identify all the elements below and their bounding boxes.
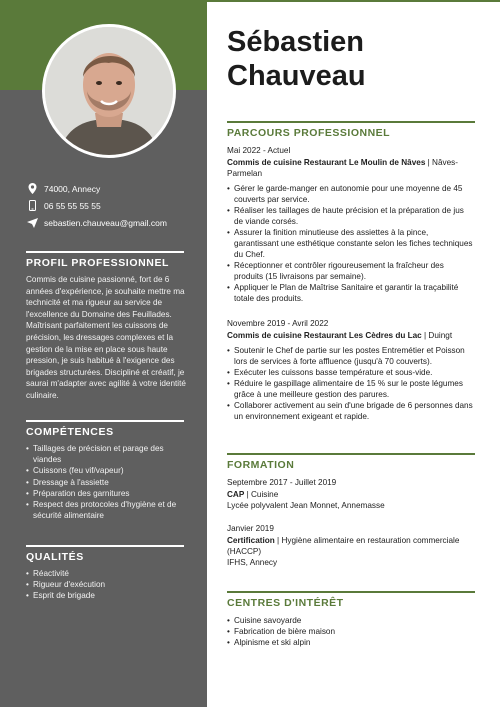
experience-divider (227, 121, 475, 123)
candidate-name (227, 25, 366, 93)
sidebar (0, 0, 207, 707)
interests-section (227, 591, 475, 648)
email-text: sebastien.chauveau@gmail.com (44, 217, 167, 228)
job-tasks (227, 345, 475, 422)
experience-title: PARCOURS PROFESSIONNEL (227, 127, 391, 139)
list-item: • Dressage à l'assiette (26, 477, 186, 488)
education-date: Septembre 2017 - Juillet 2019 (227, 478, 337, 487)
education-school: Lycée polyvalent Jean Monnet, Annemasse (227, 501, 385, 510)
profile-photo (42, 24, 176, 158)
list-item: • Taillages de précision et parage des viandes (26, 443, 186, 465)
profile-section (26, 251, 186, 402)
first-name: Sébastien (227, 26, 364, 58)
phone-icon (26, 200, 38, 212)
qualities-title: QUALITÉS (26, 551, 84, 563)
list-item: • Soutenir le Chef de partie sur les postes Entremétier et Poisson lors de services à forte affluence (jusqu'à 70 couverts). (227, 345, 475, 367)
education-degree: Certification (227, 536, 275, 545)
job-place: | Duingt (421, 331, 453, 340)
contact-email (26, 214, 196, 231)
skills-list (26, 443, 186, 521)
phone-text: 06 55 55 55 55 (44, 200, 101, 211)
job-role: Commis de cuisine Restaurant Les Cèdres du Lac (227, 331, 422, 340)
list-item: • Exécuter les cuissons basse température et sous-vide. (227, 367, 475, 378)
education-divider (227, 453, 475, 455)
interests-title: CENTRES D'INTÉRÊT (227, 597, 344, 609)
list-item: • Préparation des garnitures (26, 488, 186, 499)
list-item: • Fabrication de bière maison (227, 626, 475, 637)
job-place: | Nâves-Parmelan (227, 158, 458, 178)
list-item: • Appliquer le Plan de Maîtrise Sanitaire et garantir la traçabilité totale des produits. (227, 282, 475, 304)
list-item: • Réactivité (26, 568, 186, 579)
education-entry (227, 477, 475, 511)
qualities-divider (26, 545, 184, 547)
list-item: • Réceptionner et contrôler rigoureusement la fraîcheur des produits (15 livraisons par semaine). (227, 260, 475, 282)
job-date: Mai 2022 - Actuel (227, 146, 291, 155)
qualities-list (26, 568, 186, 602)
qualities-section (26, 545, 186, 602)
list-item: • Alpinisme et ski alpin (227, 637, 475, 648)
education-degree: CAP (227, 490, 245, 499)
education-field: | Cuisine (244, 490, 279, 499)
experience-section (227, 121, 475, 422)
location-text: 74000, Annecy (44, 183, 101, 194)
header-accent-line (207, 0, 500, 2)
interests-list (227, 615, 475, 648)
list-item: • Collaborer activement au sein d'une brigade de 6 personnes dans un environnement exigeant et rapide. (227, 400, 475, 422)
interests-divider (227, 591, 475, 593)
job-entry (227, 318, 475, 422)
list-item: • Cuissons (feu vif/vapeur) (26, 465, 186, 476)
send-icon (26, 217, 38, 229)
education-title: FORMATION (227, 459, 295, 471)
location-pin-icon (26, 183, 38, 195)
education-field: | Hygiène alimentaire en restauration commerciale (HACCP) (227, 536, 460, 556)
job-role: Commis de cuisine Restaurant Le Moulin de Nâves (227, 158, 426, 167)
list-item: • Réduire le gaspillage alimentaire de 15 % sur le poste légumes grâce à une meilleure gestion des parures. (227, 378, 475, 400)
contact-phone (26, 197, 196, 214)
education-date: Janvier 2019 (227, 524, 274, 533)
profile-title: PROFIL PROFESSIONNEL (26, 257, 170, 269)
skills-title: COMPÉTENCES (26, 426, 114, 438)
list-item: • Assurer la finition minutieuse des assiettes à la pince, garantissant une esthétique constante selon les fiches techniques du Chef. (227, 227, 475, 260)
list-item: • Esprit de brigade (26, 590, 186, 601)
job-entry (227, 145, 475, 304)
profile-divider (26, 251, 184, 253)
contact-location (26, 180, 196, 197)
list-item: • Réaliser les taillages de haute précision et la préparation de jus de viande corsés. (227, 205, 475, 227)
profile-text: Commis de cuisine passionné, fort de 6 années d'expérience, je souhaite mettre ma technicité et ma rigueur au service de l'excellence du Domaine des Feuillades. Maîtrisant parfaitement les cuissons de précision, les dressages complexes et la gestion de la mise en place sous haute pression, je suis habitué à l'exigence des brigades structurées. Discipliné et créatif, je saurai m'adapter avec agilité à votre identité culinaire. (26, 275, 186, 400)
education-school: IFHS, Annecy (227, 558, 278, 567)
skills-divider (26, 420, 184, 422)
job-date: Novembre 2019 - Avril 2022 (227, 319, 329, 328)
skills-section (26, 420, 186, 521)
job-tasks (227, 183, 475, 304)
education-entry (227, 523, 475, 568)
last-name: Chauveau (227, 60, 366, 92)
list-item: • Rigueur d'exécution (26, 579, 186, 590)
list-item: • Respect des protocoles d'hygiène et de sécurité alimentaire (26, 499, 186, 521)
list-item: • Cuisine savoyarde (227, 615, 475, 626)
education-section (227, 453, 475, 568)
contact-block (26, 180, 196, 231)
list-item: • Gérer le garde-manger en autonomie pour une moyenne de 45 couverts par service. (227, 183, 475, 205)
